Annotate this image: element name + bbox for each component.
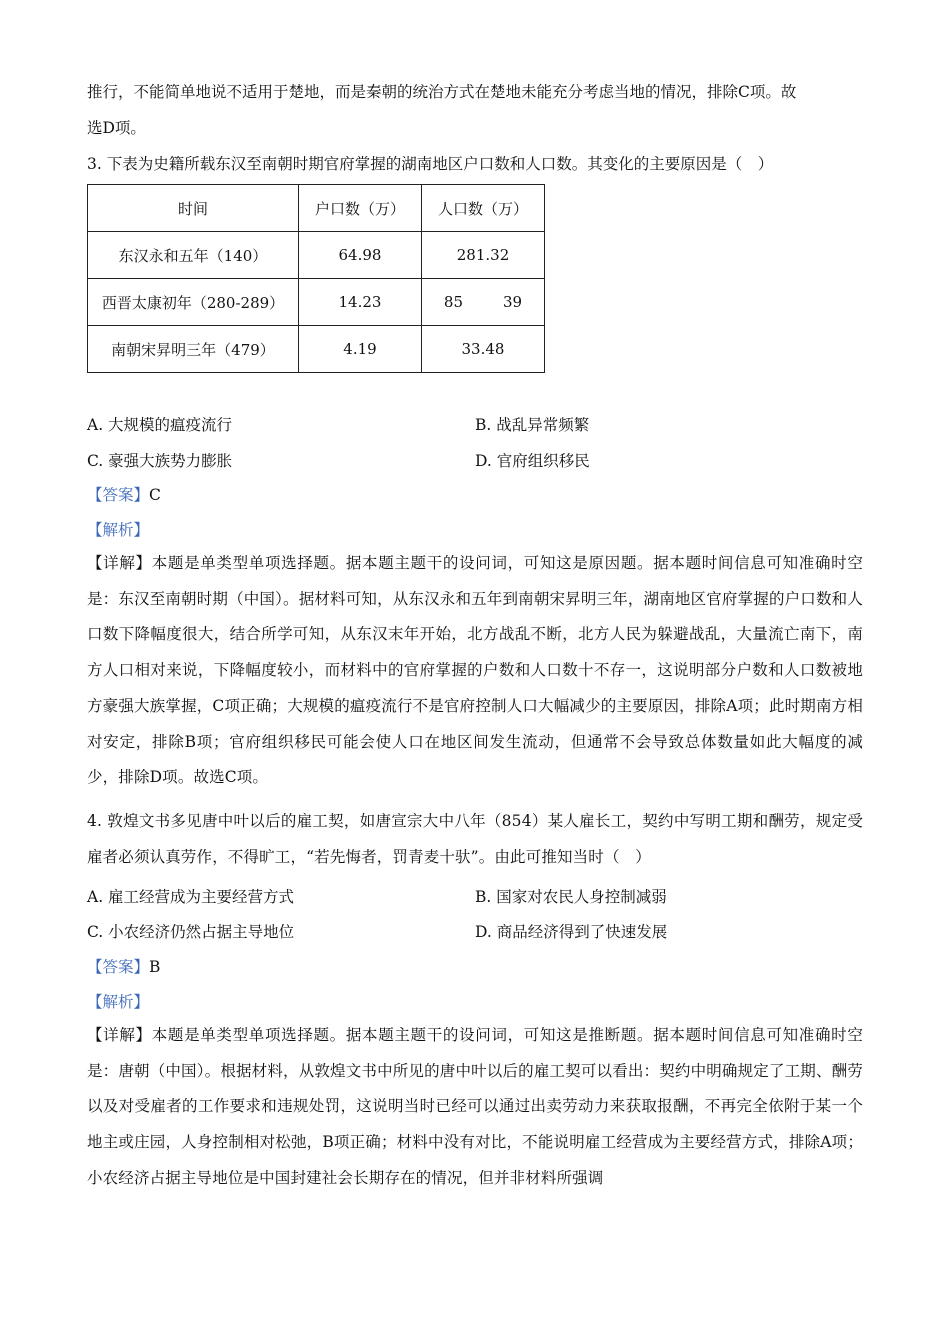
table-row — [88, 232, 545, 279]
q3-detail-paragraph — [87, 546, 863, 796]
population-part-b: 39 — [503, 293, 523, 311]
table-header-cell: 人口数（万） — [422, 185, 545, 232]
question-4-stem: 4. 敦煌文书多见唐中叶以后的雇工契，如唐宣宗大中八年（854）某人雇长工，契约中写明工期和酬劳，规定受雇者必须认真劳作，不得旷工，“若先悔者，罚青麦十驮”。由此可推知当时（ ） — [87, 812, 863, 866]
table-cell-households: 14.23 — [299, 279, 422, 326]
table-row — [88, 326, 545, 373]
detail-text: 本题是单类型单项选择题。据本题主题干的设问词，可知这是推断题。据本题时间信息可知准确时空是：唐朝（中国）。根据材料，从敦煌文书中所见的唐中叶以后的雇工契可以看出：契约中明确规定了工期、酬劳以及对受雇者的工作要求和违规处罚，这说明当时已经可以通过出卖劳动力来获取报酬，不再完全依附于某一个地主或庄园，人身控制相对松弛，B项正确；材料中没有对比，不能说明雇工经营成为主要经营方式，排除A项；小农经济占据主导地位是中国封建社会长期存在的情况，但并非材料所强调 — [87, 1026, 863, 1187]
detail-text: 本题是单类型单项选择题。据本题主题干的设问词，可知这是原因题。据本题时间信息可知准确时空是：东汉至南朝时期（中国）。据材料可知，从东汉永和五年到南朝宋昇明三年，湖南地区官府掌握的户口数和人口数下降幅度很大，结合所学可知，从东汉末年开始，北方战乱不断，北方人民为躲避战乱，大量流亡南下，南方人口相对来说，下降幅度较小，而材料中的官府掌握的户数和人口数十不存一，这说明部分户数和人口数被地方豪强大族掌握，C项正确；大规模的瘟疫流行不是官府控制人口大幅减少的主要原因，排除A项；此时期南方相对安定，排除B项；官府组织移民可能会使人口在地区间发生流动，但通常不会导致总体数量如此大幅度的减少，排除D项。故选C项。 — [87, 554, 863, 787]
q4-answer — [87, 957, 160, 977]
q3-option-d: D. 官府组织移民 — [475, 452, 590, 470]
answer-label: 【答案】 — [87, 486, 150, 504]
table-cell-households: 64.98 — [299, 232, 422, 279]
continued-text-line-1: 推行，不能简单地说不适用于楚地，而是秦朝的统治方式在楚地未能充分考虑当地的情况，排除C项。故 — [87, 83, 797, 101]
q4-detail-paragraph — [87, 1018, 863, 1197]
q4-option-d: D. 商品经济得到了快速发展 — [475, 923, 668, 941]
q4-option-a: A. 雇工经营成为主要经营方式 — [87, 888, 295, 906]
q3-option-a: A. 大规模的瘟疫流行 — [87, 416, 233, 434]
population-part-a: 85 — [443, 293, 463, 311]
table-cell-households: 4.19 — [299, 326, 422, 373]
q3-option-c: C. 豪强大族势力膨胀 — [87, 452, 233, 470]
detail-label: 【详解】 — [87, 1026, 152, 1044]
population-table — [87, 184, 545, 373]
q3-analysis-label: 【解析】 — [87, 521, 150, 539]
q4-option-c: C. 小农经济仍然占据主导地位 — [87, 923, 295, 941]
table-cell-population: 281.32 — [422, 232, 545, 279]
table-header-cell: 户口数（万） — [299, 185, 422, 232]
detail-label: 【详解】 — [87, 554, 152, 572]
table-header-row — [88, 185, 545, 232]
q4-option-b: B. 国家对农民人身控制减弱 — [475, 888, 667, 906]
answer-value: B — [149, 958, 161, 976]
answer-label: 【答案】 — [87, 958, 150, 976]
q4-analysis-label: 【解析】 — [87, 993, 150, 1011]
table-row — [88, 279, 545, 326]
table-header-cell: 时间 — [88, 185, 299, 232]
table-cell-population: 33.48 — [422, 326, 545, 373]
q3-option-b: B. 战乱异常频繁 — [475, 416, 590, 434]
q3-answer — [87, 485, 161, 505]
answer-value: C — [149, 486, 161, 504]
question-3-stem: 3. 下表为史籍所载东汉至南朝时期官府掌握的湖南地区户口数和人口数。其变化的主要原因是（ ） — [87, 155, 774, 173]
table-cell-period: 西晋太康初年（280-289） — [88, 279, 299, 326]
table-cell-period: 南朝宋昇明三年（479） — [88, 326, 299, 373]
table-cell-population — [422, 279, 545, 326]
table-cell-period: 东汉永和五年（140） — [88, 232, 299, 279]
continued-text-line-2: 选D项。 — [87, 119, 146, 137]
